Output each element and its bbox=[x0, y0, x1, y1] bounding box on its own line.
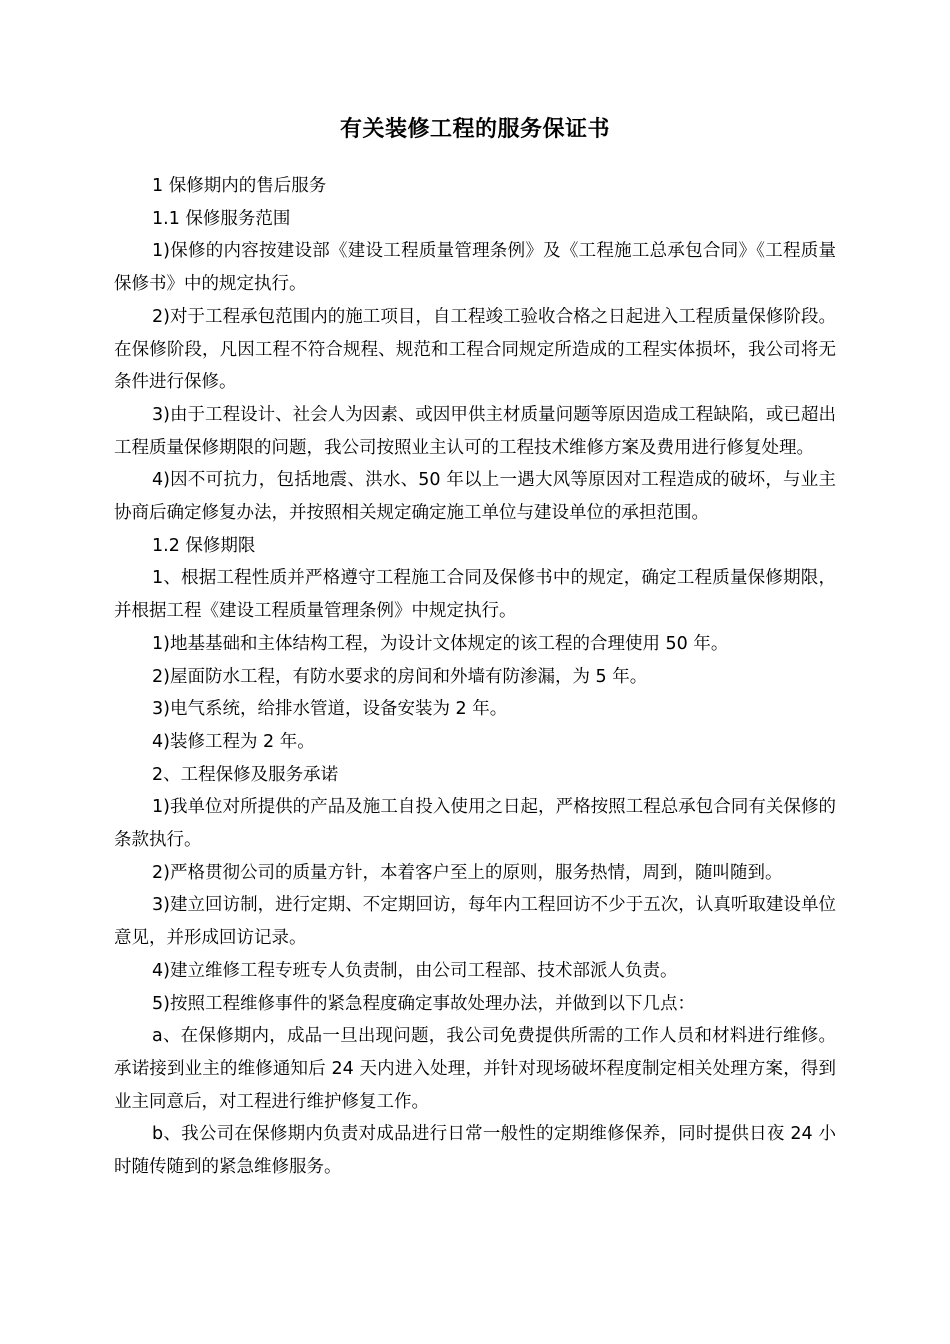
paragraph-11: 3)电气系统，给排水管道，设备安装为 2 年。 bbox=[152, 699, 508, 720]
paragraph-8: 1、根据工程性质并严格遵守工程施工合同及保修书中的规定，确定工程质量保修期限，并根据工程《建设工程质量管理条例》中规定执行。 bbox=[114, 568, 836, 622]
paragraph-1: 1 保修期内的售后服务 bbox=[152, 176, 327, 196]
paragraph-9: 1)地基基础和主体结构工程，为设计文体规定的该工程的合理使用 50 年。 bbox=[152, 633, 729, 654]
paragraph-5: 3)由于工程设计、社会人为因素、或因甲供主材质量问题等原因造成工程缺陷，或已超出工程质量保修期限的问题，我公司按照业主认可的工程技术维修方案及费用进行修复处理。 bbox=[114, 404, 836, 458]
paragraph-15: 2)严格贯彻公司的质量方针，本着客户至上的原则，服务热情，周到，随叫随到。 bbox=[152, 862, 783, 883]
paragraph-10: 2)屋面防水工程，有防水要求的房间和外墙有防渗漏，为 5 年。 bbox=[152, 666, 648, 687]
paragraph-6: 4)因不可抗力，包括地震、洪水、50 年以上一遇大风等原因对工程造成的破坏，与业主协商后确定修复办法，并按照相关规定确定施工单位与建设单位的承担范围。 bbox=[114, 470, 836, 524]
paragraph-18: 5)按照工程维修事件的紧急程度确定事故处理办法，并做到以下几点： bbox=[152, 993, 695, 1014]
paragraph-3: 1)保修的内容按建设部《建设工程质量管理条例》及《工程施工总承包合同》《工程质量保修书》中的规定执行。 bbox=[114, 241, 836, 295]
document-page bbox=[114, 0, 836, 1344]
paragraph-13: 2、工程保修及服务承诺 bbox=[152, 764, 339, 785]
paragraph-4: 2)对于工程承包范围内的施工项目，自工程竣工验收合格之日起进入工程质量保修阶段。在保修阶段，凡因工程不符合规程、规范和工程合同规定所造成的工程实体损坏，我公司将无条件进行保修。 bbox=[114, 306, 836, 393]
paragraph-16: 3)建立回访制，进行定期、不定期回访，每年内工程回访不少于五次，认真听取建设单位意见，并形成回访记录。 bbox=[114, 895, 836, 949]
paragraph-14: 1)我单位对所提供的产品及施工自投入使用之日起，严格按照工程总承包合同有关保修的条款执行。 bbox=[114, 797, 836, 851]
document-title: 有关装修工程的服务保证书 bbox=[339, 117, 610, 142]
paragraph-7: 1.2 保修期限 bbox=[152, 535, 256, 556]
paragraph-12: 4)装修工程为 2 年。 bbox=[152, 731, 315, 752]
paragraph-17: 4)建立维修工程专班专人负责制，由公司工程部、技术部派人负责。 bbox=[152, 960, 678, 981]
paragraph-20: b、我公司在保修期内负责对成品进行日常一般性的定期维修保养，同时提供日夜 24 小时随传随到的紧急维修服务。 bbox=[114, 1124, 836, 1178]
document-body bbox=[114, 170, 836, 1184]
paragraph-2: 1.1 保修服务范围 bbox=[152, 208, 291, 229]
paragraph-19: a、在保修期内，成品一旦出现问题，我公司免费提供所需的工作人员和材料进行维修。承诺接到业主的维修通知后 24 天内进入处理，并针对现场破坏程度制定相关处理方案，得到业主同意后，对工程进行维护修复工作。 bbox=[114, 1026, 836, 1112]
